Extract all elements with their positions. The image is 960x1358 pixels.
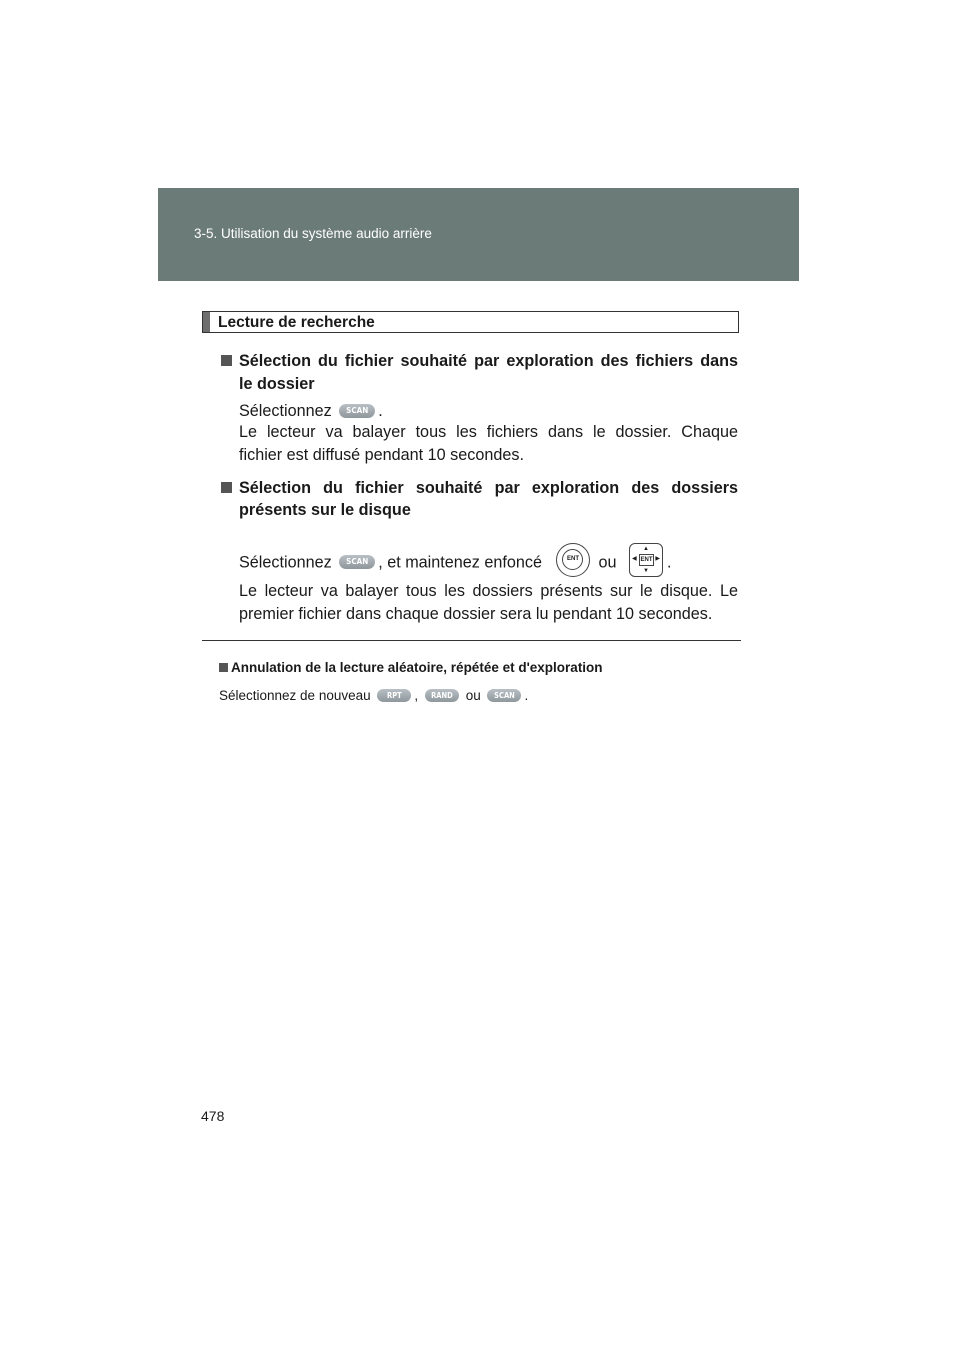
scan-button-icon: SCAN bbox=[487, 689, 521, 702]
bullet-square-icon bbox=[221, 355, 232, 366]
section-divider bbox=[202, 640, 741, 641]
scan-button-icon: SCAN bbox=[339, 404, 375, 418]
instruction-suffix: . bbox=[667, 553, 672, 572]
item2-heading-line2: présents sur le disque bbox=[239, 501, 411, 519]
instruction-prefix: Sélectionnez bbox=[239, 402, 332, 420]
section-title-box bbox=[202, 311, 739, 333]
ent-knob-icon bbox=[556, 543, 590, 577]
instruction-prefix: Sélectionnez bbox=[239, 553, 332, 572]
note-or: ou bbox=[465, 688, 481, 703]
instruction-suffix: . bbox=[378, 402, 383, 420]
note-title-text: Annulation de la lecture aléatoire, répétée et d'exploration bbox=[231, 660, 603, 675]
chapter-header bbox=[158, 188, 799, 281]
rand-button-icon: RAND bbox=[425, 689, 459, 702]
item1-instruction bbox=[239, 400, 383, 422]
item2-desc-line1: Le lecteur va balayer tous les dossiers présents sur le disque. Le bbox=[239, 582, 738, 600]
item1-heading-line2: le dossier bbox=[239, 375, 315, 393]
instruction-or: ou bbox=[598, 553, 617, 572]
bullet-square-icon bbox=[219, 663, 228, 672]
breadcrumb: 3-5. Utilisation du système audio arrière bbox=[194, 226, 432, 241]
item2-heading-line1: Sélection du fichier souhaité par exploration des dossiers bbox=[239, 479, 738, 497]
note-instruction bbox=[219, 688, 528, 703]
scan-button-icon: SCAN bbox=[339, 555, 375, 569]
note-comma: , bbox=[414, 688, 419, 703]
note-prefix: Sélectionnez de nouveau bbox=[219, 688, 371, 703]
instruction-middle: , et maintenez enfoncé bbox=[378, 553, 542, 572]
note-title bbox=[219, 660, 603, 675]
section-title: Lecture de recherche bbox=[218, 314, 375, 331]
bullet-square-icon bbox=[221, 482, 232, 493]
rpt-button-icon: RPT bbox=[377, 689, 411, 702]
item2-desc-line2: premier fichier dans chaque dossier sera lu pendant 10 secondes. bbox=[239, 605, 713, 623]
note-suffix: . bbox=[524, 688, 529, 703]
item1-desc-line1: Le lecteur va balayer tous les fichiers dans le dossier. Chaque bbox=[239, 423, 738, 441]
ent-dpad-label: ENT bbox=[639, 554, 654, 566]
item1-heading-line1: Sélection du fichier souhaité par exploration des fichiers dans bbox=[239, 352, 738, 370]
item1-desc-line2: fichier est diffusé pendant 10 secondes. bbox=[239, 446, 524, 464]
ent-knob-label: ENT bbox=[562, 549, 583, 570]
section-marker bbox=[203, 312, 210, 332]
ent-dpad-icon: ▲ ▼ ◀ ▶ ENT bbox=[629, 543, 663, 577]
page-number: 478 bbox=[201, 1108, 225, 1124]
item2-instruction bbox=[239, 546, 672, 580]
